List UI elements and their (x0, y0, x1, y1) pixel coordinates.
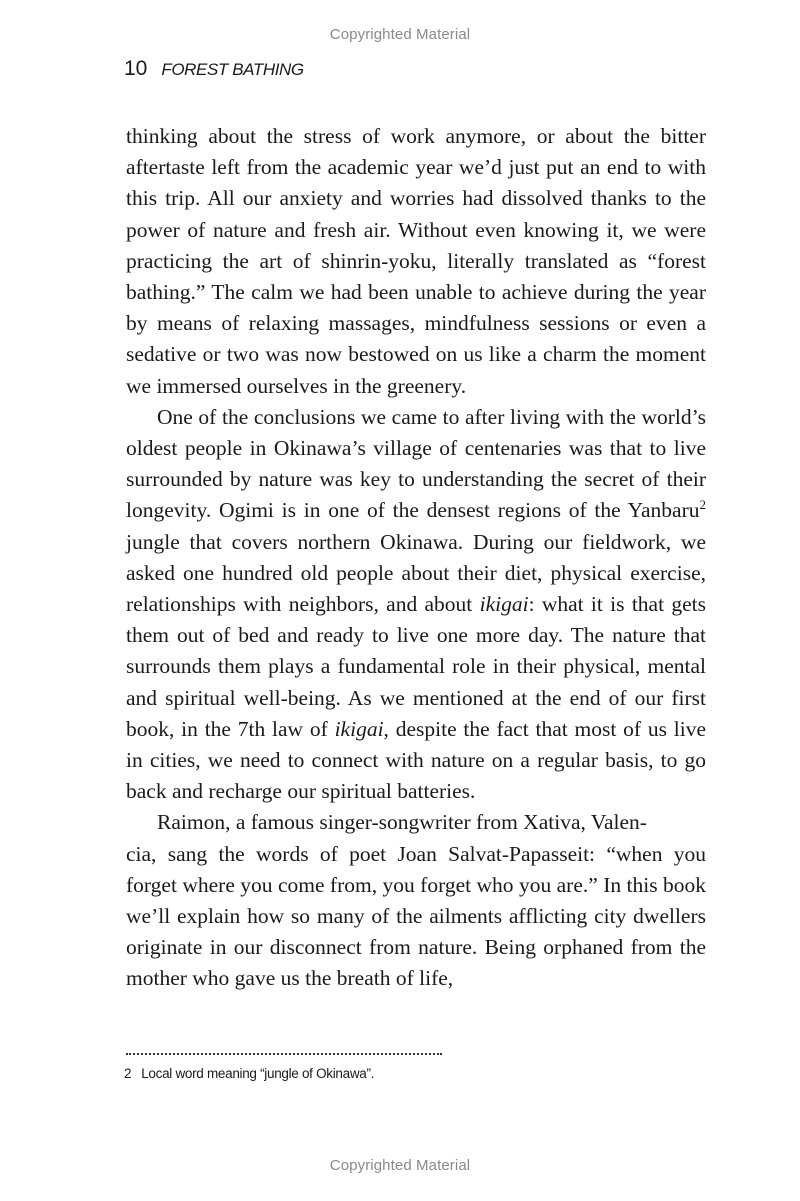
footnote-divider (126, 1053, 442, 1055)
footnote-text: Local word meaning “jungle of Okinawa”. (141, 1066, 375, 1081)
page-number: 10 (124, 57, 148, 80)
footnote-number: 2 (124, 1066, 132, 1081)
copyright-watermark-bottom: Copyrighted Material (329, 1157, 471, 1174)
body-text (126, 121, 706, 995)
footnote (124, 1066, 374, 1081)
ikigai-term: ikigai (479, 592, 529, 617)
chapter-title: FOREST BATHING (161, 60, 304, 79)
running-head (124, 57, 304, 81)
copyright-watermark-top: Copyrighted Material (329, 26, 471, 43)
paragraph-3: Raimon, a famous singer-songwriter from Xativa, Valen- cia, sang the words of poet Joan Salvat-Papasseit: “when you forget where you come from, you forget who you are.” In this book we’ll explain how so many of the ailments afflicting city dwellers originate in our disconnect from nature. Being orphaned from the mother who gave us the breath of life, (126, 810, 706, 991)
paragraph-1: thinking about the stress of work anymore, or about the bitter aftertaste left from the academic year we’d just put an end to with this trip. All our anxiety and worries had dissolved thanks to the power of nature and fresh air. Without even knowing it, we were practicing the art of shinrin-yoku, literally translated as “forest bathing.” The calm we had been unable to achieve during the year by means of relaxing massages, mindfulness sessions or even a sedative or two was now bestowed on us like a charm the moment we immersed ourselves in the greenery. (126, 124, 706, 398)
ikigai-term: ikigai (334, 716, 384, 741)
paragraph-2: One of the conclusions we came to after living with the world’s oldest people in Okinawa’s village of centenaries was that to live surrounded by nature was key to understanding the secret of their longevity. Ogimi is in one of the densest regions of the Yanbaru$^2$ jungle that covers northern Okinawa. During our fieldwork, we asked one hundred old people about their diet, physical exercise, relationships with neighbors, and about ikigai: what it is that gets them out of bed and ready to live one more day. The nature that surrounds them plays a fundamental role in their physical, mental and spiritual well-being. As we mentioned at the end of our first book, in the 7th law of ikigai, despite the fact that most of us live in cities, we need to connect with nature on a regular basis, to go back and recharge our spiritual batteries. (126, 404, 706, 804)
footnote-reference[interactable]: 2 (699, 497, 706, 513)
